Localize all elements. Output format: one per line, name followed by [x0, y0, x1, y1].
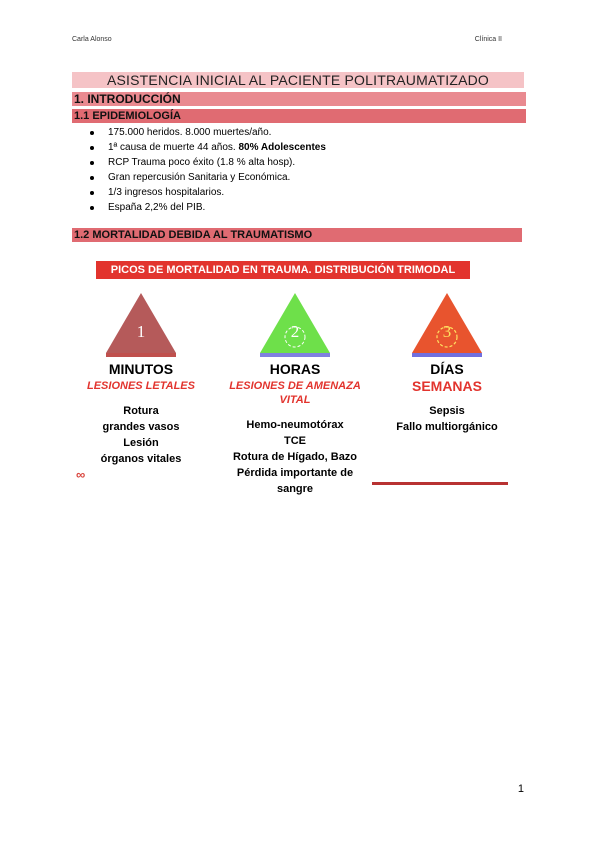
peak-causes-2: Hemo-neumotórax TCE Rotura de Hígado, Bazo Pérdida importante de sangre [232, 419, 358, 495]
header-author: Carla Alonso [72, 36, 112, 43]
peak-causes-3: Sepsis Fallo multiorgánico [396, 405, 498, 433]
peak-phase-2: HORAS [269, 361, 321, 377]
bullet-icon [90, 131, 94, 135]
list-item: Gran repercusión Sanitaria y Económica. [90, 170, 326, 185]
logo-icon: ∞ [76, 467, 86, 482]
peak-risk-1: LESIONES LETALES [87, 380, 195, 392]
list-item: España 2,2% del PIB. [90, 200, 326, 215]
peak-triangle-2 [220, 291, 370, 357]
header-subject: Clínica II [474, 36, 502, 43]
peak-triangle-1 [66, 291, 216, 357]
bullet-icon [90, 176, 94, 180]
peak-phase-3: DÍAS [430, 361, 464, 377]
peak-triangle-3 [372, 291, 522, 357]
epidemiology-list [90, 125, 326, 215]
section-heading-epidemiology: 1.1 EPIDEMIOLOGÍA [72, 109, 526, 123]
bullet-icon [90, 161, 94, 165]
document-title: ASISTENCIA INICIAL AL PACIENTE POLITRAUMATIZADO [72, 72, 524, 88]
list-item: 1/3 ingresos hospitalarios. [90, 185, 326, 200]
page-number: 1 [517, 783, 524, 795]
bullet-icon [90, 146, 94, 150]
peak-number-2: 2 [290, 322, 300, 341]
peak-column-1 [66, 291, 216, 467]
peak-number-1: 1 [136, 322, 146, 341]
peak-column-2 [220, 291, 370, 497]
bullet-icon [90, 191, 94, 195]
peak-column-3 [372, 291, 522, 435]
peak-phase-1: MINUTOS [108, 361, 174, 377]
peak-number-3: 3 [442, 322, 452, 341]
peak-risk-3: SEMANAS [411, 378, 482, 394]
list-item: 175.000 heridos. 8.000 muertes/año. [90, 125, 326, 140]
trimodal-mortality-figure [72, 255, 532, 495]
section-heading-mortality: 1.2 MORTALIDAD DEBIDA AL TRAUMATISMO [72, 228, 522, 242]
bullet-icon [90, 206, 94, 210]
list-item: 1ª causa de muerte 44 años. 80% Adolescentes [90, 140, 326, 155]
peak-risk-2: LESIONES DE AMENAZA VITAL [229, 380, 361, 406]
decorative-divider [372, 482, 508, 485]
figure-banner: PICOS DE MORTALIDAD EN TRAUMA. DISTRIBUCIÓN TRIMODAL [96, 261, 470, 279]
peak-causes-1: Rotura grandes vasos Lesión órganos vitales [100, 405, 182, 465]
section-heading-intro: 1. INTRODUCCIÓN [72, 92, 526, 106]
list-item: RCP Trauma poco éxito (1.8 % alta hosp). [90, 155, 326, 170]
